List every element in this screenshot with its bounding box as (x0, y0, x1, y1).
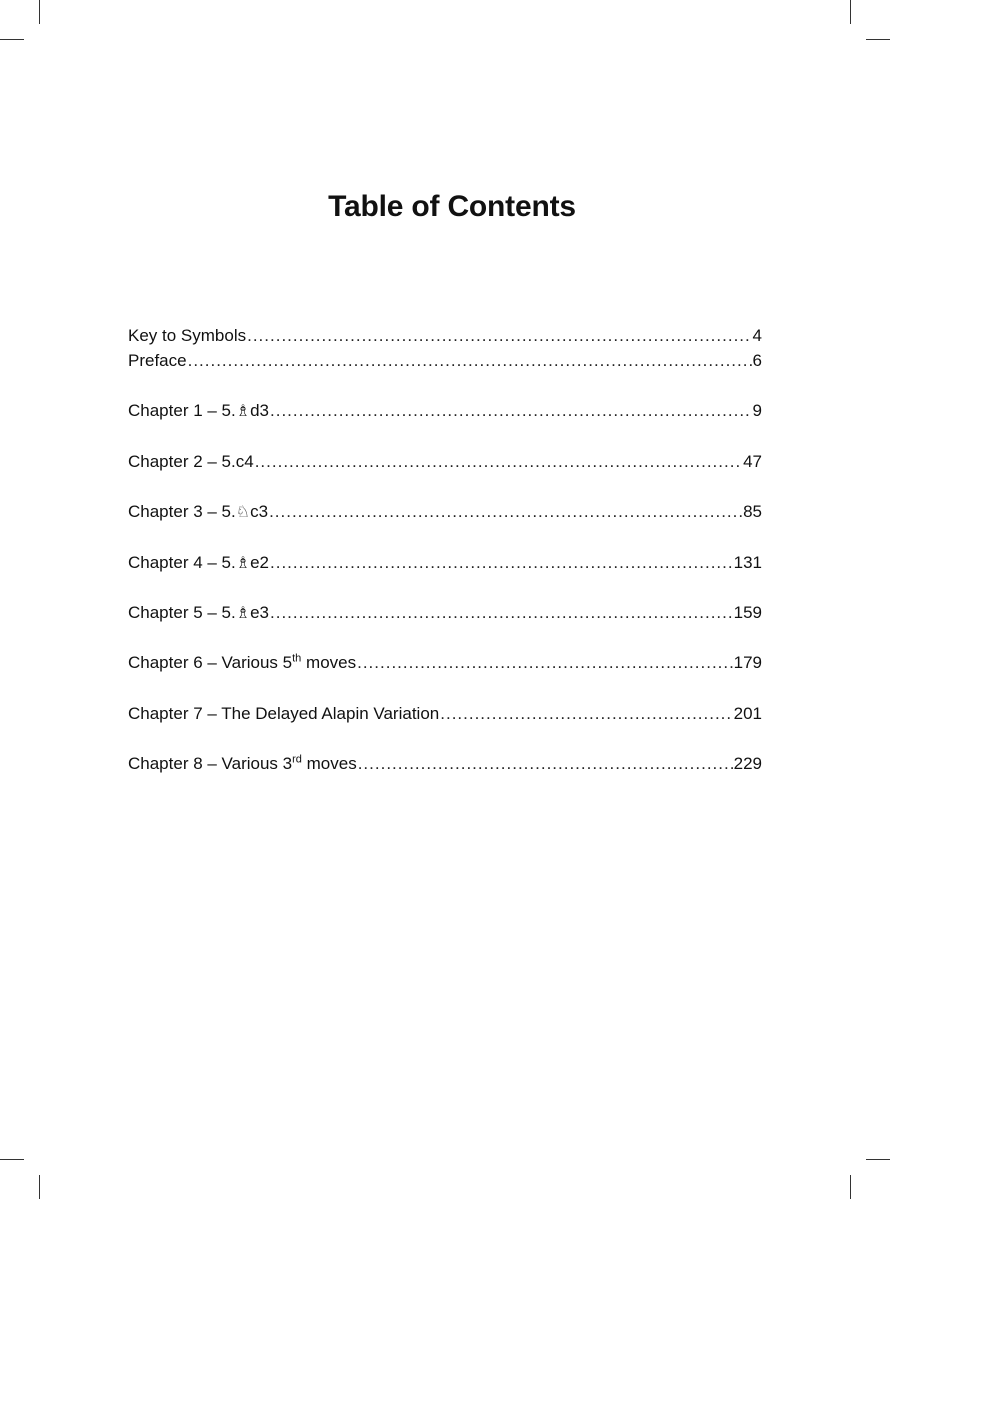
toc-page-number: 9 (752, 401, 762, 421)
toc-page-number: 159 (733, 602, 762, 622)
toc-entry-chapter-2[interactable] (128, 449, 762, 474)
toc-page-number: 179 (733, 653, 762, 673)
page-title: Table of Contents (328, 190, 576, 223)
toc-entry-label (128, 600, 269, 625)
bishop-icon: ♗ (235, 552, 251, 572)
crop-mark-top-left-horizontal (0, 39, 24, 40)
toc-entry-label (128, 398, 269, 423)
toc-entry-prefix: Chapter 6 – Various 5 (128, 653, 293, 673)
toc-entry-prefix: Chapter 4 – 5. (128, 552, 236, 572)
toc-entry-label: Chapter 2 – 5.c4 (128, 451, 254, 471)
toc-page-number: 229 (733, 754, 762, 774)
knight-icon: ♘ (235, 502, 251, 522)
toc-dot-leader (440, 701, 732, 726)
toc-entry-label (128, 751, 357, 776)
toc-dot-leader (255, 449, 742, 474)
toc-page-number: 4 (752, 326, 762, 345)
toc-page-number: 131 (733, 552, 762, 572)
crop-mark-top-right-vertical (850, 0, 851, 24)
toc-entry-move: e3 (250, 602, 270, 622)
toc-entry-move: c3 (250, 502, 269, 522)
toc-entry-ordinal-suffix: th (292, 652, 302, 665)
toc-dot-leader (270, 600, 733, 625)
toc-entry-prefix: Chapter 5 – 5. (128, 602, 236, 622)
toc-entry-suffix: moves (301, 653, 357, 673)
toc-entry-ordinal-suffix: rd (292, 753, 302, 766)
toc-entry-prefix: Chapter 1 – 5. (128, 401, 236, 421)
toc-entry-preface[interactable] (128, 348, 762, 373)
toc-entry-label: Preface (128, 351, 187, 370)
toc-page-number: 201 (733, 703, 762, 723)
toc-dot-leader (357, 650, 733, 675)
toc-entry-label (128, 499, 268, 524)
toc-entry-label: Key to Symbols (128, 326, 247, 345)
crop-mark-bottom-left-vertical (39, 1175, 40, 1199)
crop-mark-bottom-right-vertical (850, 1175, 851, 1199)
toc-entry-prefix: Chapter 3 – 5. (128, 502, 236, 522)
toc-entry-label (128, 650, 356, 675)
toc-entry-suffix: moves (301, 754, 357, 774)
toc-dot-leader (358, 751, 733, 776)
bishop-icon: ♗ (235, 401, 251, 421)
toc-dot-leader (270, 398, 752, 423)
toc-entry-chapter-5[interactable] (128, 600, 762, 625)
crop-mark-top-left-vertical (39, 0, 40, 24)
bishop-icon: ♗ (235, 602, 251, 622)
toc-page-number: 85 (743, 502, 762, 522)
toc-entry-move: d3 (250, 401, 270, 421)
toc-entry-key-to-symbols[interactable] (128, 323, 762, 348)
toc-entry-label: Chapter 7 – The Delayed Alapin Variation (128, 703, 440, 723)
toc-entry-chapter-8[interactable] (128, 751, 762, 776)
toc-page-number: 6 (752, 351, 762, 370)
toc-page-number: 47 (743, 451, 762, 471)
toc-entry-move: e2 (250, 552, 270, 572)
toc-entry-chapter-7[interactable] (128, 701, 762, 726)
crop-mark-bottom-right-horizontal (866, 1159, 890, 1160)
toc-entry-label (128, 550, 269, 575)
toc-entry-prefix: Chapter 8 – Various 3 (128, 754, 293, 774)
table-of-contents (128, 323, 762, 776)
toc-entry-chapter-6[interactable] (128, 650, 762, 675)
toc-dot-leader (247, 323, 751, 348)
toc-dot-leader (188, 348, 752, 373)
crop-mark-top-right-horizontal (866, 39, 890, 40)
toc-dot-leader (269, 499, 742, 524)
crop-mark-bottom-left-horizontal (0, 1159, 24, 1160)
toc-entry-chapter-3[interactable] (128, 499, 762, 524)
toc-entry-chapter-1[interactable] (128, 398, 762, 423)
toc-dot-leader (270, 550, 733, 575)
toc-entry-chapter-4[interactable] (128, 550, 762, 575)
